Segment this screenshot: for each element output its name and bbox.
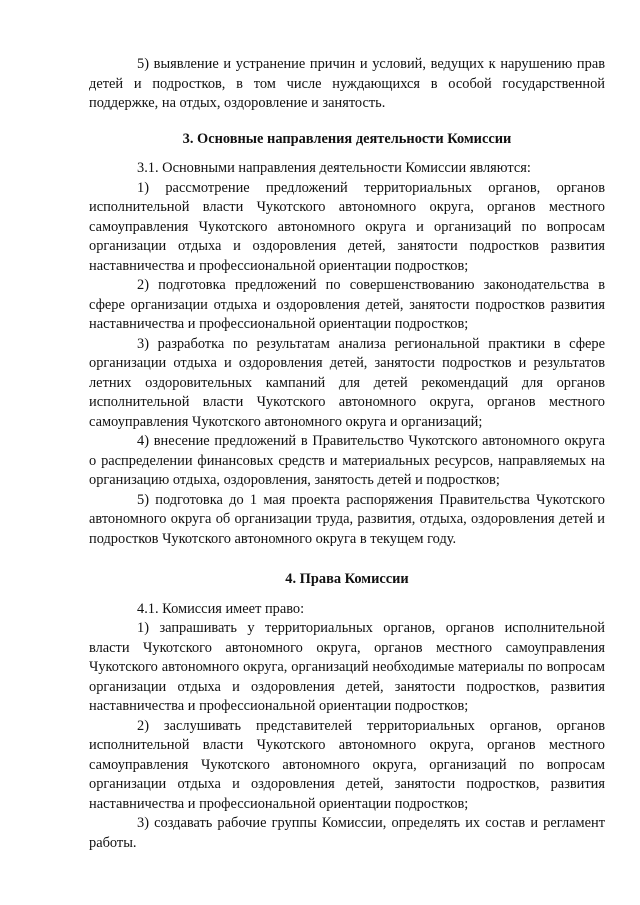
section3-item-4: 4) внесение предложений в Правительство Чукотского автономного округа о распределении финансовых средств и материальных ресурсов, направляемых на организацию отдыха, оздоровления, занятость детей и подростков; [89, 433, 605, 488]
section4-item-1: 1) запрашивать у территориальных органов, органов исполнительной власти Чукотского автономного округа, органов местного самоуправления Чукотского автономного округа, организаций необходимые материалы по вопросам организации отдыха и оздоровления детей, занятости подростков, развития наставничества и профессиональной ориентации подростков; [89, 620, 605, 714]
section2-item-5: 5) выявление и устранение причин и условий, ведущих к нарушению прав детей и подростков, в том числе нуждающихся в особой государственной поддержке, на отдых, оздоровление и занятость. [89, 56, 605, 111]
section3-item-1: 1) рассмотрение предложений территориальных органов, органов исполнительной власти Чукотского автономного округа, органов местного самоуправления Чукотского автономного округа и организаций по вопросам организации отдыха и оздоровления детей, занятости подростков развития наставничества и профессиональной ориентации подростков; [89, 179, 605, 274]
section4-title: 4. Права Комиссии [285, 571, 409, 587]
section4-item-3: 3) создавать рабочие группы Комиссии, определять их состав и регламент работы. [89, 815, 605, 851]
document-page [89, 55, 605, 853]
section3-item-2: 2) подготовка предложений по совершенствованию законодательства в сфере организации отдыха и оздоровления детей, занятости подростков развития наставничества и профессиональной ориентации подростков; [89, 277, 605, 332]
section3-title: 3. Основные направления деятельности Комиссии [182, 130, 512, 147]
section3-intro: 3.1. Основными направления деятельности Комиссии являются: [137, 160, 531, 176]
section3-item-5: 5) подготовка до 1 мая проекта распоряжения Правительства Чукотского автономного округа об организации труда, развития, отдыха, оздоровления детей и подростков Чукотского автономного округа в текущем году. [89, 491, 605, 547]
section3-item-3: 3) разработка по результатам анализа региональной практики в сфере организации отдыха и оздоровления детей, занятости подростков и результатов летних оздоровительных кампаний для детей рекомендаций для органов исполнительной власти Чукотского автономного округа, органов местного самоуправления Чукотского автономного округа и организаций; [89, 335, 605, 430]
section4-intro: 4.1. Комиссия имеет право: [137, 600, 305, 617]
section4-item-2: 2) заслушивать представителей территориальных органов, органов исполнительной власти Чукотского автономного округа, органов местного самоуправления Чукотского автономного округа, организаций по вопросам организации отдыха и оздоровления детей, занятости подростков, развития наставничества и профессиональной ориентации подростков; [89, 717, 605, 812]
